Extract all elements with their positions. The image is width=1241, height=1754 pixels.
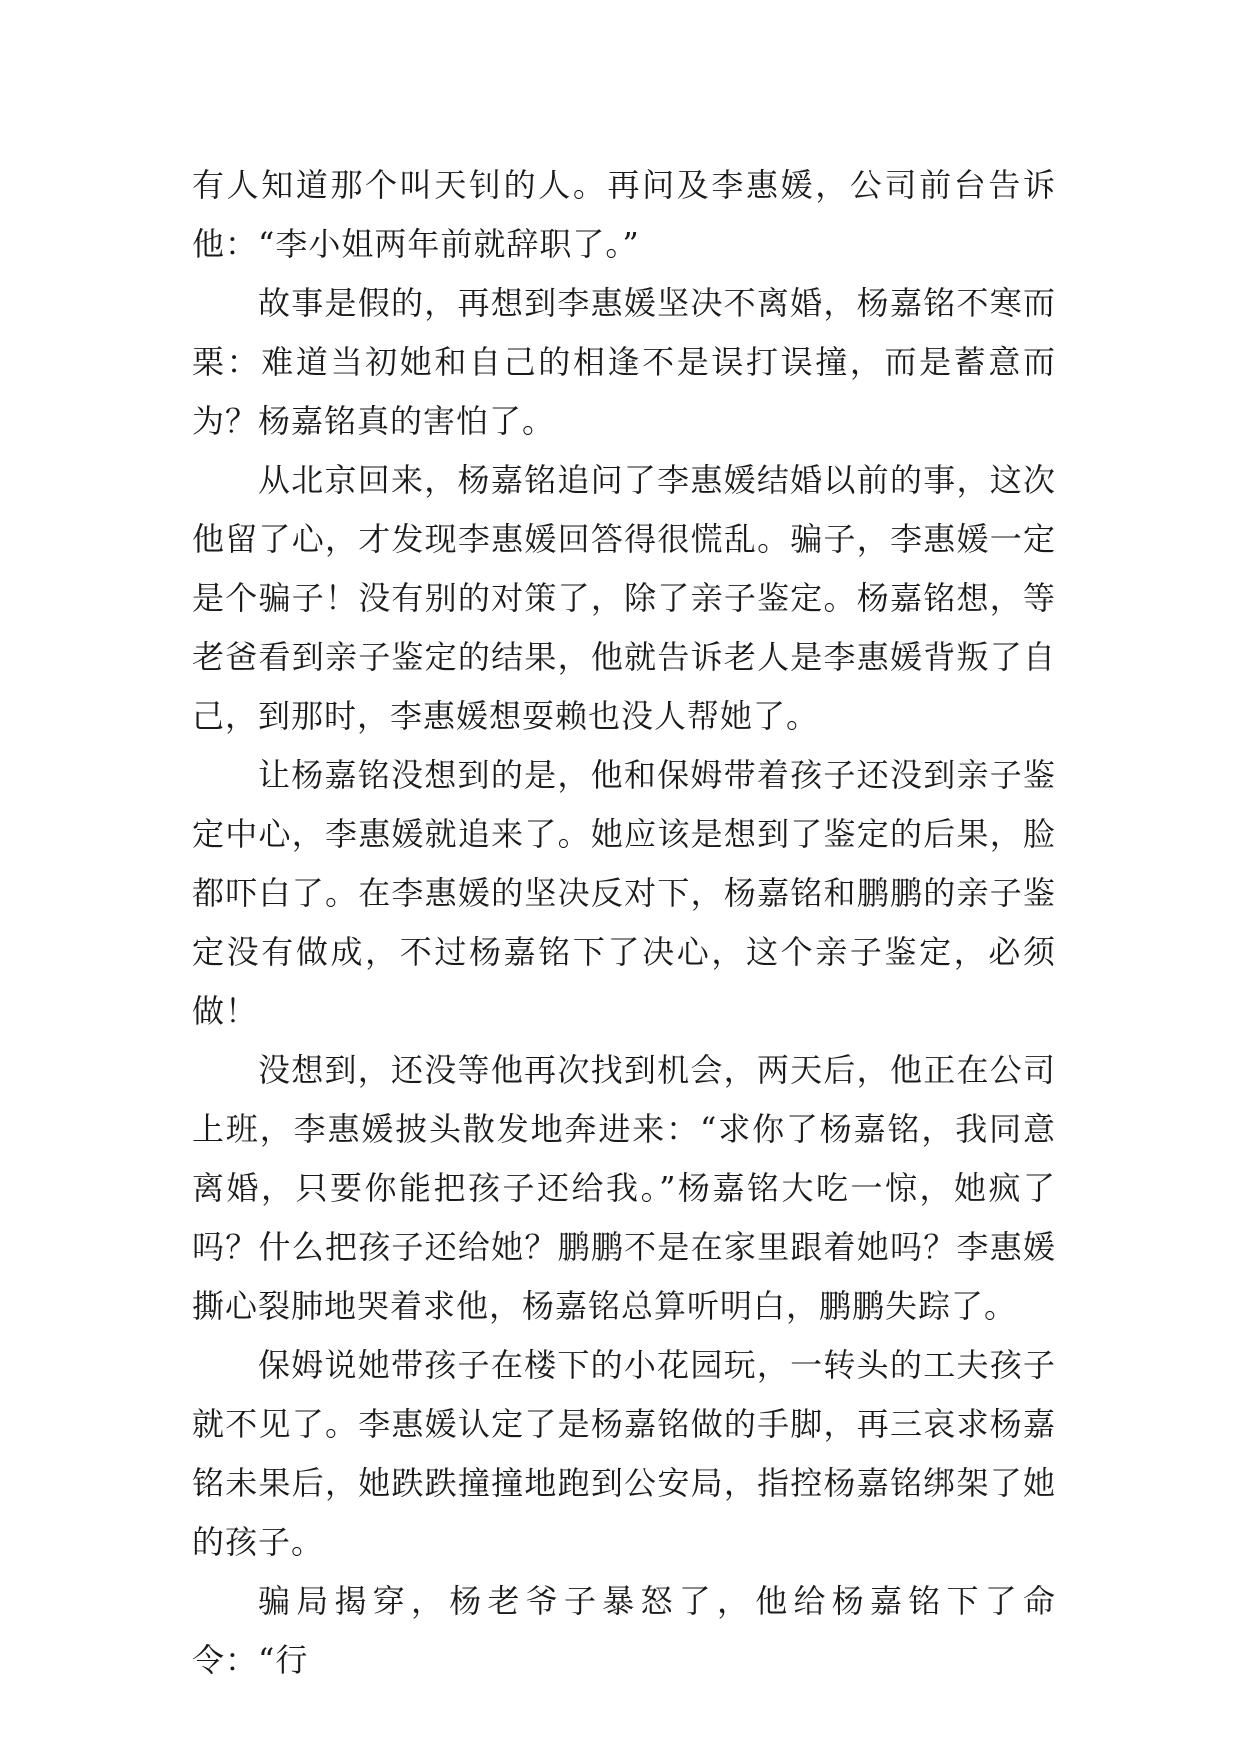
- paragraph-2: 故事是假的，再想到李惠媛坚决不离婚，杨嘉铭不寒而栗：难道当初她和自己的相逢不是误打误撞，而是蓄意而为？杨嘉铭真的害怕了。: [192, 284, 1056, 440]
- paragraph-5: 没想到，还没等他再次找到机会，两天后，他正在公司上班，李惠媛披头散发地奔进来：“求你了杨嘉铭，我同意离婚，只要你能把孩子还给我。”杨嘉铭大吃一惊，她疯了吗？什么把孩子还给她？鹏鹏不是在家里跟着她吗？李惠媛撕心裂肺地哭着求他，杨嘉铭总算听明白，鹏鹏失踪了。: [192, 1051, 1056, 1325]
- paragraph-1: 有人知道那个叫天钊的人。再问及李惠媛，公司前台告诉他：“李小姐两年前就辞职了。”: [192, 166, 1056, 263]
- paragraph-7: 骗局揭穿，杨老爷子暴怒了，他给杨嘉铭下了命令：“行: [192, 1582, 1056, 1679]
- paragraph-3: 从北京回来，杨嘉铭追问了李惠媛结婚以前的事，这次他留了心，才发现李惠媛回答得很慌乱。骗子，李惠媛一定是个骗子！没有别的对策了，除了亲子鉴定。杨嘉铭想，等老爸看到亲子鉴定的结果，他就告诉老人是李惠媛背叛了自己，到那时，李惠媛想耍赖也没人帮她了。: [192, 461, 1056, 735]
- article-body: [192, 156, 1056, 1690]
- paragraph-4: 让杨嘉铭没想到的是，他和保姆带着孩子还没到亲子鉴定中心，李惠媛就追来了。她应该是想到了鉴定的后果，脸都吓白了。在李惠媛的坚决反对下，杨嘉铭和鹏鹏的亲子鉴定没有做成，不过杨嘉铭下了决心，这个亲子鉴定，必须做！: [192, 756, 1056, 1030]
- paragraph-6: 保姆说她带孩子在楼下的小花园玩，一转头的工夫孩子就不见了。李惠媛认定了是杨嘉铭做的手脚，再三哀求杨嘉铭未果后，她跌跌撞撞地跑到公安局，指控杨嘉铭绑架了她的孩子。: [192, 1346, 1056, 1561]
